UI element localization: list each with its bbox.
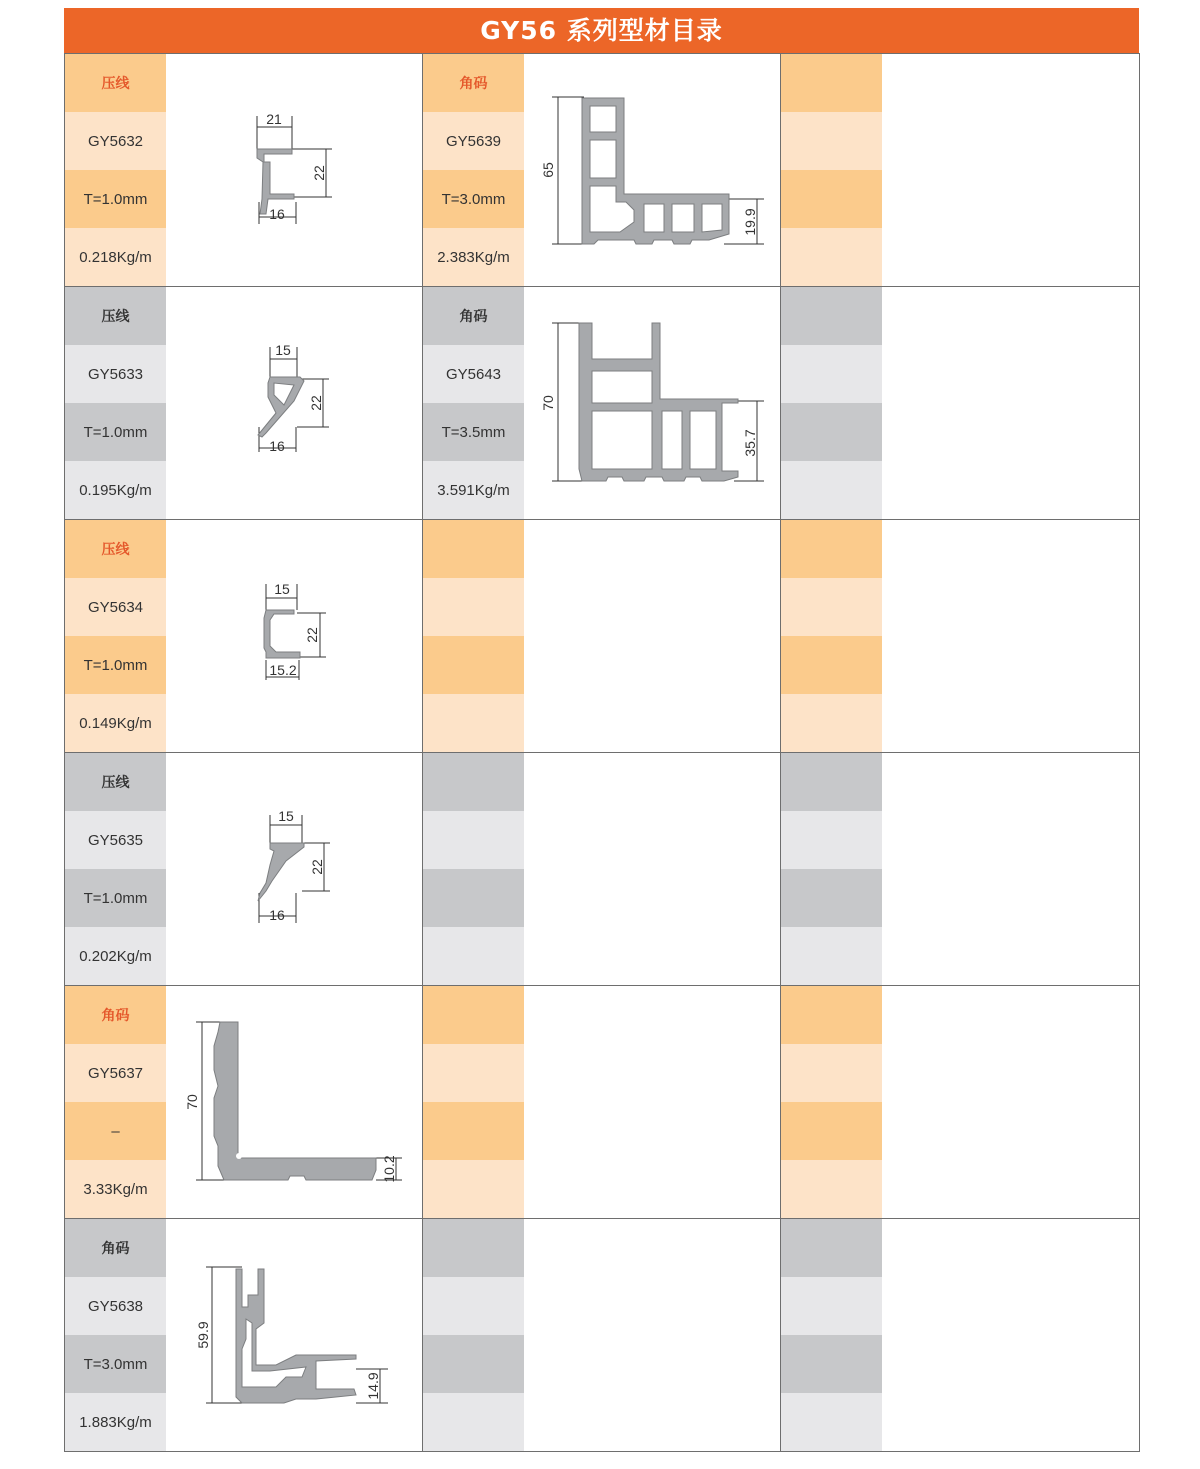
profile-weight: 3.33Kg/m bbox=[65, 1160, 166, 1218]
dimension-label: 22 bbox=[309, 859, 325, 875]
profile-name: 角码 bbox=[65, 1219, 166, 1277]
dimension-label: 22 bbox=[304, 627, 320, 643]
catalog-cell bbox=[65, 753, 423, 986]
catalog-cell bbox=[781, 520, 1140, 753]
profile-thickness: T=1.0mm bbox=[65, 636, 166, 694]
profile-thickness: T=1.0mm bbox=[65, 869, 166, 927]
profile-weight: 0.149Kg/m bbox=[65, 694, 166, 752]
dimension-label: 59.9 bbox=[195, 1321, 211, 1349]
profile-thickness: – bbox=[65, 1102, 166, 1160]
profile-name: 压线 bbox=[65, 287, 166, 345]
dimension-label: 14.9 bbox=[365, 1372, 381, 1400]
profile-name: 压线 bbox=[65, 753, 166, 811]
profile-thickness: T=1.0mm bbox=[65, 403, 166, 461]
catalog-cell bbox=[65, 287, 423, 520]
catalog-cell bbox=[65, 1219, 423, 1452]
profile-thickness: T=3.0mm bbox=[65, 1335, 166, 1393]
profile-thickness: T=3.5mm bbox=[423, 403, 524, 461]
dimension-label: 16 bbox=[269, 907, 285, 923]
catalog-cell bbox=[423, 986, 781, 1219]
corner-connector-profile-icon bbox=[166, 1219, 422, 1451]
pressure-line-profile-icon bbox=[166, 54, 422, 286]
dimension-label: 35.7 bbox=[742, 429, 758, 457]
catalog-cell bbox=[65, 54, 423, 287]
catalog-cell bbox=[423, 1219, 781, 1452]
profile-code: GY5633 bbox=[65, 345, 166, 403]
dimension-label: 16 bbox=[269, 206, 285, 222]
catalog-cell bbox=[781, 753, 1140, 986]
profile-name: 角码 bbox=[65, 986, 166, 1044]
catalog-cell bbox=[65, 520, 423, 753]
catalog-cell bbox=[781, 287, 1140, 520]
corner-connector-profile-icon bbox=[524, 54, 780, 286]
dimension-label: 70 bbox=[540, 395, 556, 411]
profile-name: 角码 bbox=[423, 54, 524, 112]
profile-code: GY5635 bbox=[65, 811, 166, 869]
pressure-line-profile-icon bbox=[166, 520, 422, 752]
dimension-label: 15.2 bbox=[269, 662, 297, 678]
corner-connector-profile-icon bbox=[524, 287, 780, 519]
corner-connector-profile-icon bbox=[166, 986, 422, 1218]
profile-code: GY5632 bbox=[65, 112, 166, 170]
dimension-label: 22 bbox=[308, 395, 324, 411]
catalog-cell bbox=[781, 986, 1140, 1219]
profile-code: GY5638 bbox=[65, 1277, 166, 1335]
profile-weight: 0.202Kg/m bbox=[65, 927, 166, 985]
catalog-cell bbox=[423, 287, 781, 520]
dimension-label: 15 bbox=[275, 342, 291, 358]
profile-code: GY5643 bbox=[423, 345, 524, 403]
dimension-label: 16 bbox=[269, 438, 285, 454]
profile-name: 压线 bbox=[65, 54, 166, 112]
pressure-line-profile-icon bbox=[166, 753, 422, 985]
catalog-cell bbox=[423, 753, 781, 986]
dimension-label: 65 bbox=[540, 162, 556, 178]
pressure-line-profile-icon bbox=[166, 287, 422, 519]
catalog-cell bbox=[423, 520, 781, 753]
profile-thickness: T=1.0mm bbox=[65, 170, 166, 228]
profile-weight: 2.383Kg/m bbox=[423, 228, 524, 286]
profile-weight: 0.218Kg/m bbox=[65, 228, 166, 286]
profile-name: 角码 bbox=[423, 287, 524, 345]
catalog-cell bbox=[781, 54, 1140, 287]
dimension-label: 19.9 bbox=[742, 208, 758, 236]
catalog-cell bbox=[423, 54, 781, 287]
profile-weight: 0.195Kg/m bbox=[65, 461, 166, 519]
page-title: GY56 系列型材目录 bbox=[64, 8, 1139, 53]
profile-code: GY5634 bbox=[65, 578, 166, 636]
dimension-label: 22 bbox=[311, 165, 327, 181]
profile-code: GY5639 bbox=[423, 112, 524, 170]
catalog-cell bbox=[65, 986, 423, 1219]
profile-weight: 3.591Kg/m bbox=[423, 461, 524, 519]
dimension-label: 21 bbox=[266, 111, 282, 127]
dimension-label: 70 bbox=[184, 1094, 200, 1110]
dimension-label: 10.2 bbox=[381, 1155, 397, 1183]
profile-name: 压线 bbox=[65, 520, 166, 578]
catalog-grid bbox=[64, 53, 1140, 1452]
dimension-label: 15 bbox=[274, 581, 290, 597]
profile-weight: 1.883Kg/m bbox=[65, 1393, 166, 1451]
catalog-cell bbox=[781, 1219, 1140, 1452]
profile-thickness: T=3.0mm bbox=[423, 170, 524, 228]
profile-code: GY5637 bbox=[65, 1044, 166, 1102]
dimension-label: 15 bbox=[278, 808, 294, 824]
